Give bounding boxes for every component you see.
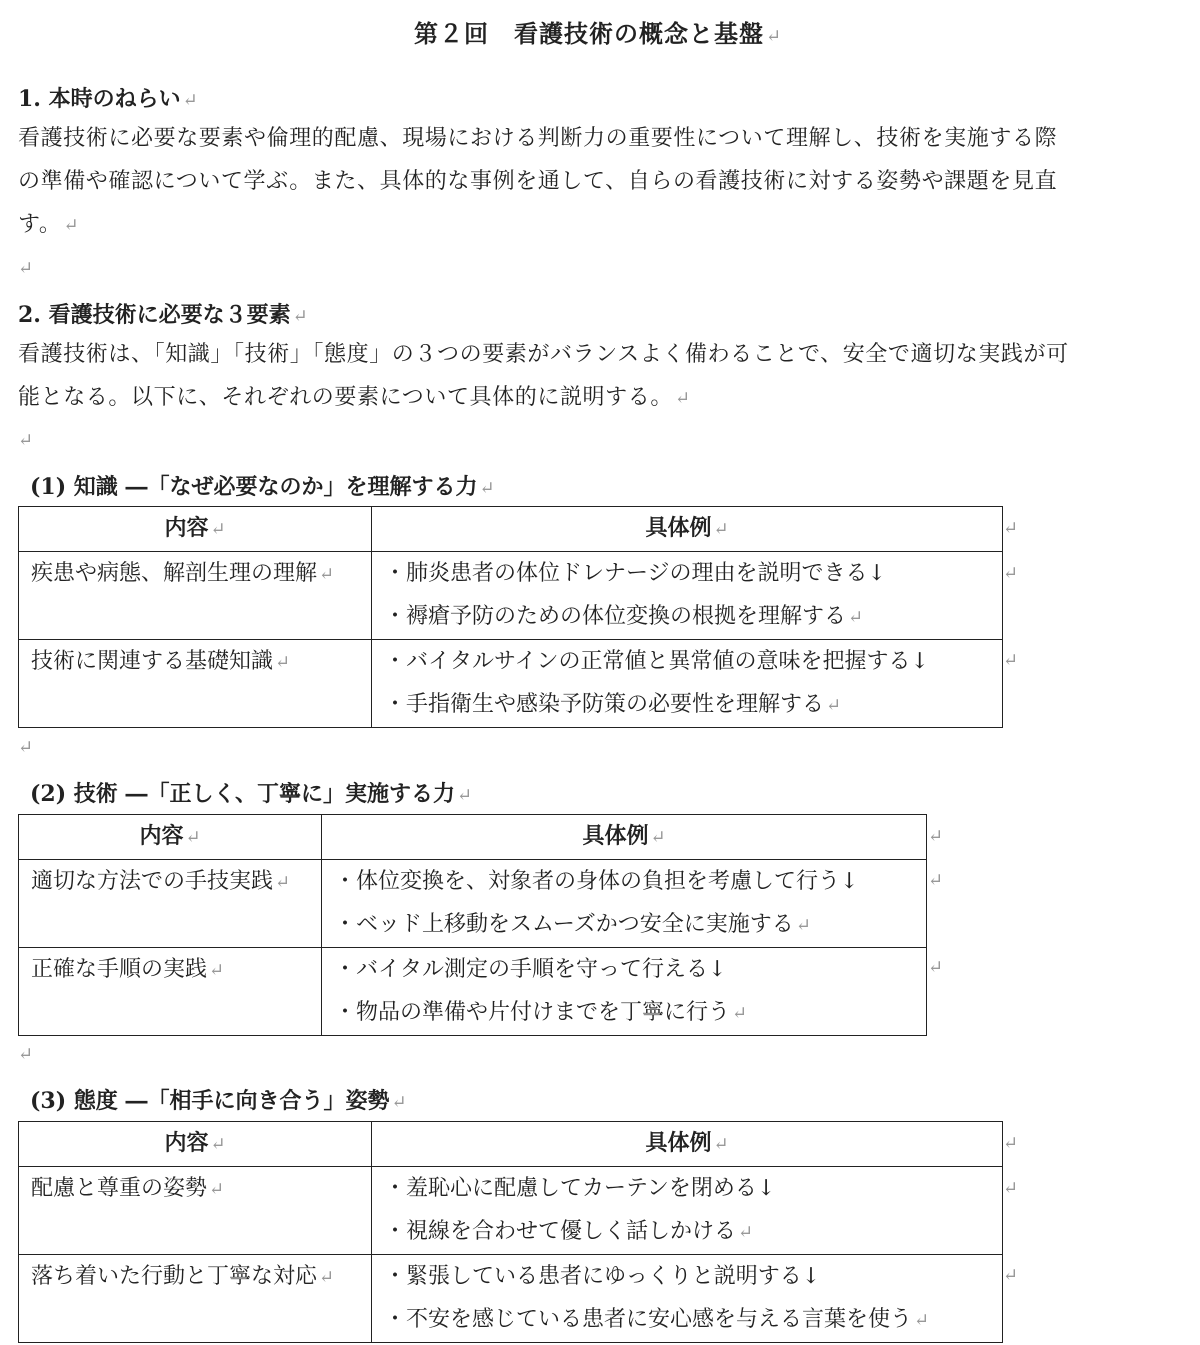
examples-cell xyxy=(372,552,1003,640)
row-end-mark: ↵ xyxy=(928,870,944,891)
column-header-examples: 具体例 ↵ xyxy=(322,815,927,860)
example-item: ・体位変換を、対象者の身体の負担を考慮して行う↓ xyxy=(334,869,859,894)
section1-heading: 1. 本時のねらい ↵ xyxy=(18,86,198,112)
section1-line: す。 ↵ xyxy=(18,212,80,237)
examples-cell xyxy=(372,1255,1003,1343)
content-cell: 正確な手順の実践 ↵ xyxy=(19,948,322,1036)
example-item: ・緊張している患者にゆっくりと説明する↓ xyxy=(384,1264,821,1289)
paragraph-mark: ↵ xyxy=(18,430,34,451)
examples-cell xyxy=(372,640,1003,728)
examples-cell xyxy=(322,948,927,1036)
content-cell: 疾患や病態、解剖生理の理解 ↵ xyxy=(19,552,372,640)
attitude-table xyxy=(18,1121,1003,1343)
column-header-examples: 具体例 ↵ xyxy=(372,1122,1003,1167)
table-row xyxy=(19,552,1003,640)
paragraph-mark: ↵ xyxy=(18,1044,34,1065)
examples-cell xyxy=(322,860,927,948)
row-end-mark: ↵ xyxy=(1003,1265,1019,1286)
example-item: ・手指衛生や感染予防策の必要性を理解する ↵ xyxy=(384,692,842,717)
section1-line: 看護技術に必要な要素や倫理的配慮、現場における判断力の重要性について理解し、技術を実施する際 xyxy=(18,126,1058,151)
table-row xyxy=(19,948,927,1036)
section2-line: 看護技術は、「知識」「技術」「態度」の３つの要素がバランスよく備わることで、安全で適切な実践が可 xyxy=(18,342,1069,367)
content-cell: 落ち着いた行動と丁寧な対応 ↵ xyxy=(19,1255,372,1343)
row-end-mark: ↵ xyxy=(928,957,944,978)
example-item: ・視線を合わせて優しく話しかける ↵ xyxy=(384,1219,754,1244)
table-row xyxy=(19,860,927,948)
example-item: ・羞恥心に配慮してカーテンを閉める↓ xyxy=(384,1176,776,1201)
example-item: ・ベッド上移動をスムーズかつ安全に実施する ↵ xyxy=(334,912,811,937)
table3-heading: (3) 態度 ―「相手に向き合う」姿勢 ↵ xyxy=(30,1088,407,1114)
column-header-content: 内容 ↵ xyxy=(19,815,322,860)
table-row xyxy=(19,1255,1003,1343)
row-end-mark: ↵ xyxy=(928,826,944,847)
table-header-row xyxy=(19,815,927,860)
row-end-mark: ↵ xyxy=(1003,518,1019,539)
table-header-row xyxy=(19,507,1003,552)
paragraph-mark: ↵ xyxy=(18,737,34,758)
technique-table xyxy=(18,814,927,1036)
column-header-content: 内容 ↵ xyxy=(19,1122,372,1167)
table-header-row xyxy=(19,1122,1003,1167)
examples-cell xyxy=(372,1167,1003,1255)
row-end-mark: ↵ xyxy=(1003,563,1019,584)
content-cell: 技術に関連する基礎知識 ↵ xyxy=(19,640,372,728)
column-header-content: 内容 ↵ xyxy=(19,507,372,552)
table-row xyxy=(19,1167,1003,1255)
example-item: ・不安を感じている患者に安心感を与える言葉を使う ↵ xyxy=(384,1307,930,1332)
example-item: ・バイタル測定の手順を守って行える↓ xyxy=(334,957,727,982)
section1-line: の準備や確認について学ぶ。また、具体的な事例を通して、自らの看護技術に対する姿勢や課題を見直 xyxy=(18,169,1058,194)
document-title: 第２回 看護技術の概念と基盤 ↵ xyxy=(413,19,783,48)
paragraph-mark: ↵ xyxy=(18,258,34,279)
section1-paragraph xyxy=(18,117,1178,247)
example-item: ・バイタルサインの正常値と異常値の意味を把握する↓ xyxy=(384,649,929,674)
row-end-mark: ↵ xyxy=(1003,1178,1019,1199)
content-cell: 適切な方法での手技実践 ↵ xyxy=(19,860,322,948)
row-end-mark: ↵ xyxy=(1003,1133,1019,1154)
column-header-examples: 具体例 ↵ xyxy=(372,507,1003,552)
section2-paragraph xyxy=(18,333,1178,420)
example-item: ・肺炎患者の体位ドレナージの理由を説明できる↓ xyxy=(384,561,886,586)
section2-line: 能となる。以下に、それぞれの要素について具体的に説明する。 ↵ xyxy=(18,385,691,410)
row-end-mark: ↵ xyxy=(1003,650,1019,671)
knowledge-table xyxy=(18,506,1003,728)
table2-heading: (2) 技術 ―「正しく、丁寧に」実施する力 ↵ xyxy=(30,781,473,807)
table-row xyxy=(19,640,1003,728)
table1-heading: (1) 知識 ―「なぜ必要なのか」を理解する力 ↵ xyxy=(30,474,495,500)
example-item: ・物品の準備や片付けまでを丁寧に行う ↵ xyxy=(334,1000,748,1025)
example-item: ・褥瘡予防のための体位変換の根拠を理解する ↵ xyxy=(384,604,864,629)
content-cell: 配慮と尊重の姿勢 ↵ xyxy=(19,1167,372,1255)
section2-heading: 2. 看護技術に必要な３要素 ↵ xyxy=(18,302,308,328)
